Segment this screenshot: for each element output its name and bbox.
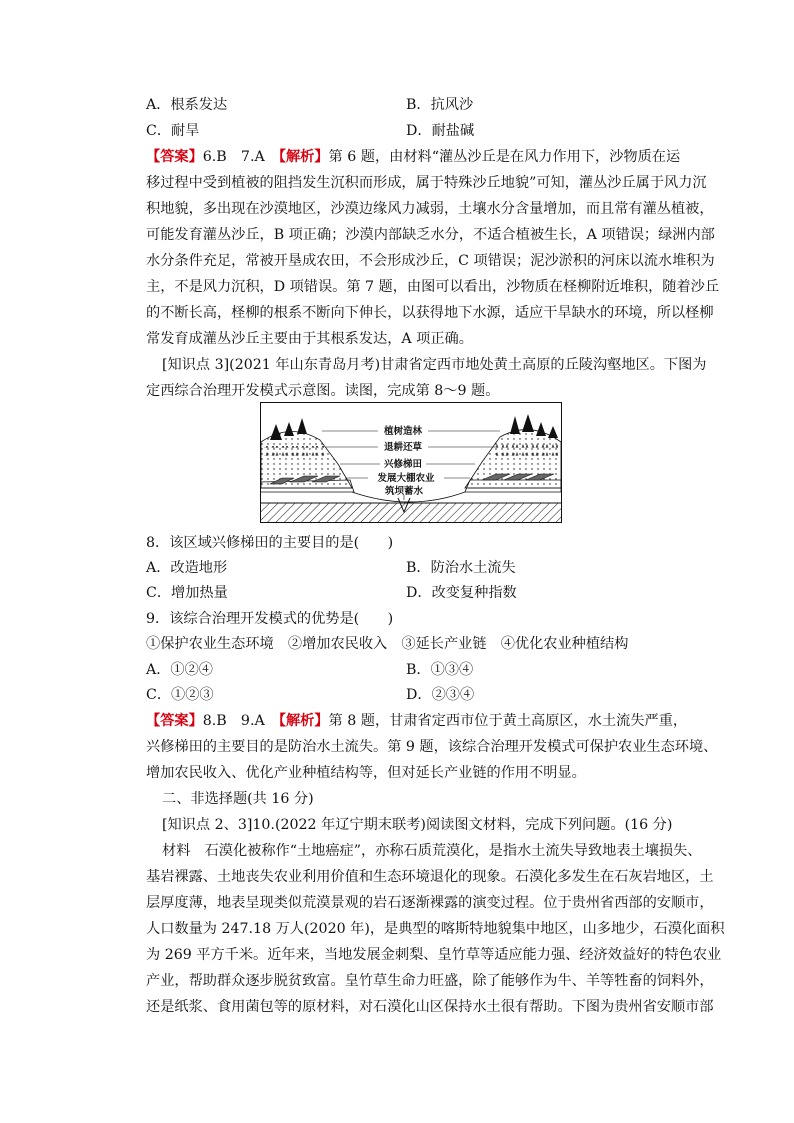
analysis-tag: 【解析】 — [278, 713, 329, 729]
option-a: A．根系发达 — [146, 97, 228, 113]
analysis-line: 移过程中受到植被的阻挡发生沉积而形成，属于特殊沙丘地貌”可知，灌丛沙丘属于风力沉 — [146, 175, 707, 191]
analysis-line: 兴修梯田的主要目的是防治水土流失。第 9 题，该综合治理开发模式可保护农业生态环境、 — [146, 739, 718, 755]
q9-option-d: D．②③④ — [406, 687, 475, 703]
answer-values: 8.B 9.A — [202, 713, 279, 729]
material-line: 材料 石漠化被称作“土地癌症”，亦称石质荒漠化，是指水土流失导致地表土壤损失、 — [162, 843, 702, 859]
option-d: D．耐盐碱 — [406, 123, 475, 139]
answer-6-7-line-1 — [146, 144, 680, 170]
knowledge-point-text: 定西综合治理开发模式示意图。读图，完成第 8～9 题。 — [146, 383, 500, 399]
analysis-line: 可能发育灌丛沙丘，B 项正确；沙漠内部缺乏水分，不适合植被生长，A 项错误；绿洲内部 — [146, 227, 715, 243]
label-greenhouse: 发展大棚农业 — [377, 473, 435, 484]
analysis-tag: 【解析】 — [278, 149, 329, 165]
q9-option-b: B．①③④ — [406, 662, 474, 678]
question-8-stem: 8．该区域兴修梯田的主要目的是( ) — [146, 535, 394, 551]
q8-option-c: C．增加热量 — [146, 585, 228, 601]
answer-values: 6.B 7.A — [202, 149, 279, 165]
answer-tag: 【答案】 — [146, 149, 203, 165]
grass-band-right — [496, 444, 558, 458]
material-line: 产业，帮助群众逐步脱贫致富。皇竹草生命力旺盛，除了能够作为牛、羊等牲畜的饲料外， — [146, 973, 714, 989]
bedrock-layer — [261, 503, 561, 522]
material-line: 人口数量为 247.18 万人(2020 年)，是典型的喀斯特地貌集中地区，山多地少，石漠化面积 — [146, 921, 725, 937]
analysis-line: 主，不是风力沉积，D 项错误。第 7 题，由图可以看出，沙物质在柽柳附近堆积，随着沙丘 — [146, 279, 720, 295]
label-afforestation: 植树造林 — [383, 426, 423, 437]
q8-option-d: D．改变复种指数 — [406, 585, 517, 601]
option-c: C．耐旱 — [146, 123, 200, 139]
analysis-line: 常发育成灌丛沙丘主要由于其根系发达，A 项正确。 — [146, 331, 473, 347]
q8-option-b: B．防治水土流失 — [406, 560, 516, 576]
analysis-text: 第 6 题，由材料“灌丛沙丘是在风力作用下，沙物质在运 — [328, 149, 681, 165]
label-grassland: 退耕还草 — [383, 442, 423, 453]
section-heading: 二、非选择题(共 16 分) — [162, 791, 314, 807]
answer-8-9-line-1 — [146, 708, 687, 734]
analysis-text: 第 8 题，甘肃省定西市位于黄土高原区，水土流失严重， — [328, 713, 688, 729]
governance-model-diagram — [260, 402, 562, 523]
question-9-stem: 9．该综合治理开发模式的优势是( ) — [146, 611, 394, 627]
material-line: 还是纸浆、食用菌包等的原材料，对石漠化山区保持水土很有帮助。下图为贵州省安顺市部 — [146, 999, 714, 1015]
question-9-items: ①保护农业生态环境 ②增加农民收入 ③延长产业链 ④优化农业种植结构 — [146, 636, 629, 652]
knowledge-point-header: [知识点 3](2021 年山东青岛月考)甘肃省定西市地处黄土高原的丘陵沟壑地区。下图为 — [162, 357, 707, 373]
material-line: 基岩裸露、土地丧失农业利用价值和生态环境退化的现象。石漠化多发生在石灰岩地区，土 — [146, 869, 714, 885]
grass-band-left — [264, 446, 324, 460]
label-dam: 筑坝蓄水 — [384, 486, 424, 497]
analysis-line: 的不断长高，柽柳的根系不断向下伸长，以获得地下水源，适应干旱缺水的环境，所以柽柳 — [146, 305, 714, 321]
question-10-header: [知识点 2、3]10.(2022 年辽宁期末联考)阅读图文材料，完成下列问题。(16 分) — [162, 817, 673, 833]
answer-tag: 【答案】 — [146, 713, 203, 729]
q9-option-a: A．①②④ — [146, 662, 213, 678]
option-b: B．抗风沙 — [406, 97, 474, 113]
material-line: 层厚度薄，地表呈现类似荒漠景观的岩石逐渐裸露的演变过程。位于贵州省西部的安顺市， — [146, 895, 714, 911]
analysis-line: 增加农民收入、优化产业种植结构等，但对延长产业链的作用不明显。 — [146, 765, 586, 781]
q8-option-a: A．改造地形 — [146, 560, 228, 576]
q9-option-c: C．①②③ — [146, 687, 214, 703]
analysis-line: 水分条件充足，常被开垦成农田，不会形成沙丘，C 项错误；泥沙淤积的河床以流水堆积为 — [146, 253, 715, 269]
analysis-line: 积地貌，多出现在沙漠地区，沙漠边缘风力减弱，土壤水分含量增加，而且常有灌丛植被， — [146, 201, 714, 217]
material-line: 为 269 平方千米。近年来，当地发展金刺梨、皇竹草等适应能力强、经济效益好的特色农业 — [146, 947, 722, 963]
label-terraces: 兴修梯田 — [383, 459, 423, 470]
